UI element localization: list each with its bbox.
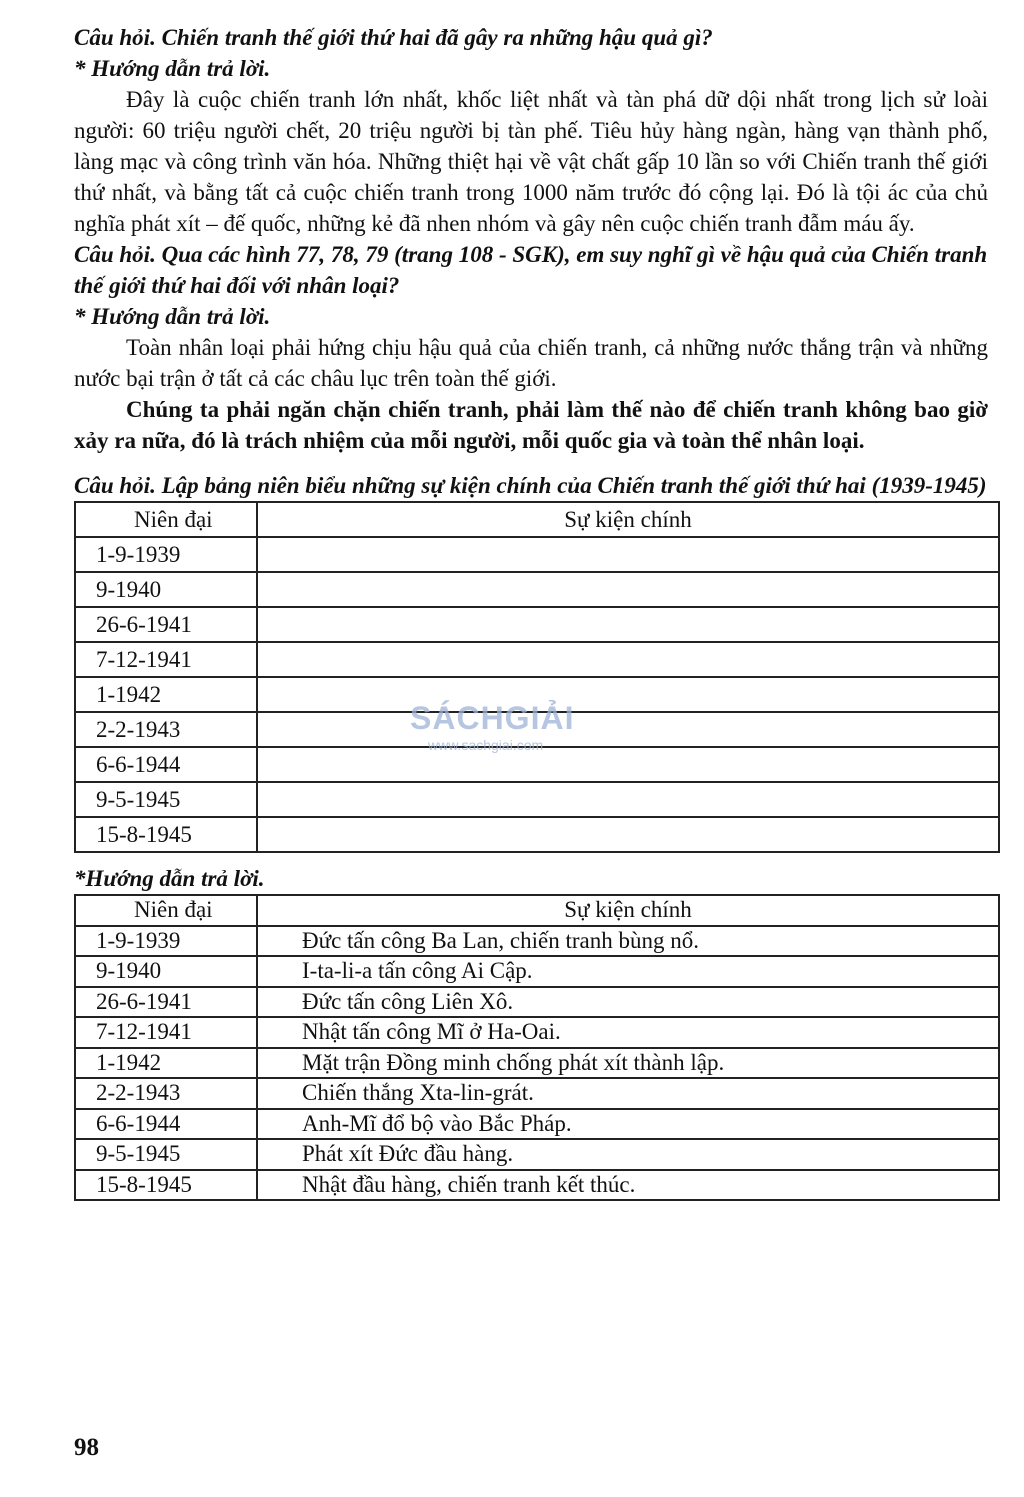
watermark-url: www.sachgiai.com	[428, 737, 544, 753]
date-cell: 9-5-1945	[75, 1139, 257, 1170]
date-cell: 1-1942	[75, 1048, 257, 1079]
watermark-logo: SÁCHGIẢI	[410, 700, 575, 736]
question-2-answer-paragraph-1: Toàn nhân loại phải hứng chịu hậu quả của chiến tranh, cả những nước thắng trận và những nước bại trận ở tất cả các châu lục trên toàn thế giới.	[74, 335, 988, 391]
column-header-event: Sự kiện chính	[257, 895, 999, 926]
date-cell: 6-6-1944	[75, 747, 257, 782]
answer-timeline-table	[74, 894, 1000, 1201]
date-cell: 15-8-1945	[75, 817, 257, 852]
date-cell: 26-6-1941	[75, 607, 257, 642]
table-row	[75, 1170, 999, 1201]
table-row	[75, 537, 999, 572]
event-cell: Đức tấn công Ba Lan, chiến tranh bùng nổ.	[257, 926, 999, 957]
question-2-guide-label: * Hướng dẫn trả lời.	[74, 304, 271, 329]
event-cell-empty	[257, 607, 999, 642]
event-cell: I-ta-li-a tấn công Ai Cập.	[257, 956, 999, 987]
page-number: 98	[74, 1434, 99, 1461]
event-cell: Anh-Mĩ đổ bộ vào Bắc Pháp.	[257, 1109, 999, 1140]
event-cell: Mặt trận Đồng minh chống phát xít thành lập.	[257, 1048, 999, 1079]
document-page	[74, 22, 988, 1201]
question-3-guide-label: *Hướng dẫn trả lời.	[74, 866, 265, 891]
date-cell: 7-12-1941	[75, 1017, 257, 1048]
date-cell: 1-9-1939	[75, 537, 257, 572]
event-cell: Đức tấn công Liên Xô.	[257, 987, 999, 1018]
date-cell: 26-6-1941	[75, 987, 257, 1018]
table-header-row	[75, 895, 999, 926]
question-1-answer: Đây là cuộc chiến tranh lớn nhất, khốc liệt nhất và tàn phá dữ dội nhất trong lịch sử loài người: 60 triệu người chết, 20 triệu người bị tàn phế. Tiêu hủy hàng ngàn, hàng vạn thành phố, làng mạc và công trình văn hóa. Những thiệt hại về vật chất gấp 10 lần so với Chiến tranh thế giới thứ nhất, và bằng tất cả cuộc chiến tranh trong 1000 năm trước đó cộng lại. Đó là tội ác của chủ nghĩa phát xít – đế quốc, những kẻ đã nhen nhóm và gây nên cuộc chiến tranh đẫm máu ấy.	[74, 87, 988, 236]
date-cell: 9-1940	[75, 572, 257, 607]
table-row	[75, 926, 999, 957]
table-row	[75, 987, 999, 1018]
table-row	[75, 1109, 999, 1140]
question-1-title: Câu hỏi. Chiến tranh thế giới thứ hai đã gây ra những hậu quả gì?	[74, 25, 713, 50]
event-cell-empty	[257, 677, 999, 712]
question-2-answer-paragraph-2: Chúng ta phải ngăn chặn chiến tranh, phải làm thế nào để chiến tranh không bao giờ xảy ra nữa, đó là trách nhiệm của mỗi người, mỗi quốc gia và toàn thể nhân loại.	[74, 397, 988, 453]
table-row	[75, 1017, 999, 1048]
table-row	[75, 817, 999, 852]
sachgiai-watermark	[410, 700, 620, 790]
column-header-date: Niên đại	[75, 502, 257, 537]
date-cell: 6-6-1944	[75, 1109, 257, 1140]
event-cell-empty	[257, 712, 999, 747]
event-cell-empty	[257, 537, 999, 572]
event-cell: Phát xít Đức đầu hàng.	[257, 1139, 999, 1170]
table-row	[75, 956, 999, 987]
date-cell: 7-12-1941	[75, 642, 257, 677]
date-cell: 9-1940	[75, 956, 257, 987]
date-cell: 1-9-1939	[75, 926, 257, 957]
date-cell: 2-2-1943	[75, 712, 257, 747]
date-cell: 2-2-1943	[75, 1078, 257, 1109]
event-cell-empty	[257, 747, 999, 782]
column-header-date: Niên đại	[75, 895, 257, 926]
event-cell-empty	[257, 817, 999, 852]
table-row	[75, 572, 999, 607]
table-row	[75, 1048, 999, 1079]
table-row	[75, 607, 999, 642]
question-2-title: Câu hỏi. Qua các hình 77, 78, 79 (trang 108 - SGK), em suy nghĩ gì về hậu quả của Chiến tranh thế giới thứ hai đối với nhân loại?	[74, 242, 988, 298]
question-3-title: Câu hỏi. Lập bảng niên biểu những sự kiện chính của Chiến tranh thế giới thứ hai (1939-1945)	[74, 473, 987, 498]
date-cell: 1-1942	[75, 677, 257, 712]
event-cell: Nhật tấn công Mĩ ở Ha-Oai.	[257, 1017, 999, 1048]
event-cell-empty	[257, 642, 999, 677]
table-header-row	[75, 502, 999, 537]
date-cell: 9-5-1945	[75, 782, 257, 817]
date-cell: 15-8-1945	[75, 1170, 257, 1201]
event-cell: Chiến thắng Xta-lin-grát.	[257, 1078, 999, 1109]
table-row	[75, 642, 999, 677]
column-header-event: Sự kiện chính	[257, 502, 999, 537]
spacer	[74, 456, 988, 470]
table-row	[75, 1078, 999, 1109]
table-row	[75, 1139, 999, 1170]
blank-timeline-table	[74, 501, 1000, 853]
event-cell: Nhật đầu hàng, chiến tranh kết thúc.	[257, 1170, 999, 1201]
event-cell-empty	[257, 572, 999, 607]
question-1-guide-label: * Hướng dẫn trả lời.	[74, 56, 271, 81]
event-cell-empty	[257, 782, 999, 817]
